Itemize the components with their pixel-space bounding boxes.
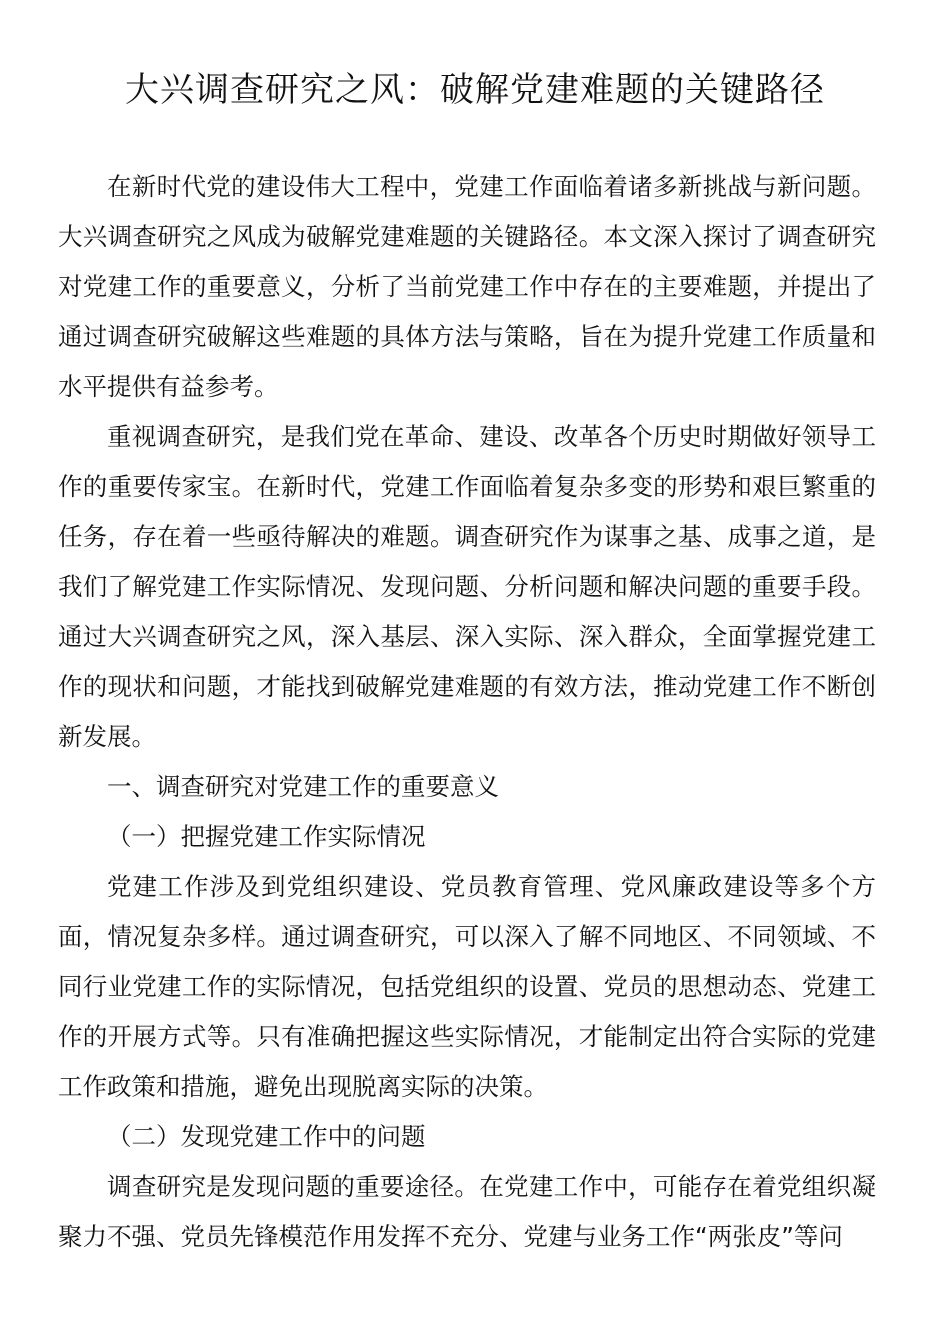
intro-paragraph: 重视调查研究，是我们党在革命、建设、改革各个历史时期做好领导工作的重要传家宝。在新时代，党建工作面临着复杂多变的形势和艰巨繁重的任务，存在着一些亟待解决的难题。调查研究作为谋事之基、成事之道，是我们了解党建工作实际情况、发现问题、分析问题和解决问题的重要手段。通过大兴调查研究之风，深入基层、深入实际、深入群众，全面掌握党建工作的现状和问题，才能找到破解党建难题的有效方法，推动党建工作不断创新发展。 — [58, 422, 876, 751]
section-heading-1: 一、调查研究对党建工作的重要意义 — [107, 772, 499, 801]
subsection-paragraph-2: 调查研究是发现问题的重要途径。在党建工作中，可能存在着党组织凝聚力不强、党员先锋模范作用发挥不充分、党建与业务工作“两张皮”等问 — [58, 1172, 876, 1251]
subsection-heading-2: （二）发现党建工作中的问题 — [107, 1122, 426, 1151]
abstract-paragraph: 在新时代党的建设伟大工程中，党建工作面临着诸多新挑战与新问题。大兴调查研究之风成为破解党建难题的关键路径。本文深入探讨了调查研究对党建工作的重要意义，分析了当前党建工作中存在的主要难题，并提出了通过调查研究破解这些难题的具体方法与策略，旨在为提升党建工作质量和水平提供有益参考。 — [58, 172, 876, 401]
document-body — [58, 162, 876, 1262]
subsection-heading-1: （一）把握党建工作实际情况 — [107, 822, 426, 851]
document-title: 大兴调查研究之风：破解党建难题的关键路径 — [125, 70, 825, 110]
subsection-paragraph-1: 党建工作涉及到党组织建设、党员教育管理、党风廉政建设等多个方面，情况复杂多样。通过调查研究，可以深入了解不同地区、不同领域、不同行业党建工作的实际情况，包括党组织的设置、党员的思想动态、党建工作的开展方式等。只有准确把握这些实际情况，才能制定出符合实际的党建工作政策和措施，避免出现脱离实际的决策。 — [58, 872, 876, 1101]
